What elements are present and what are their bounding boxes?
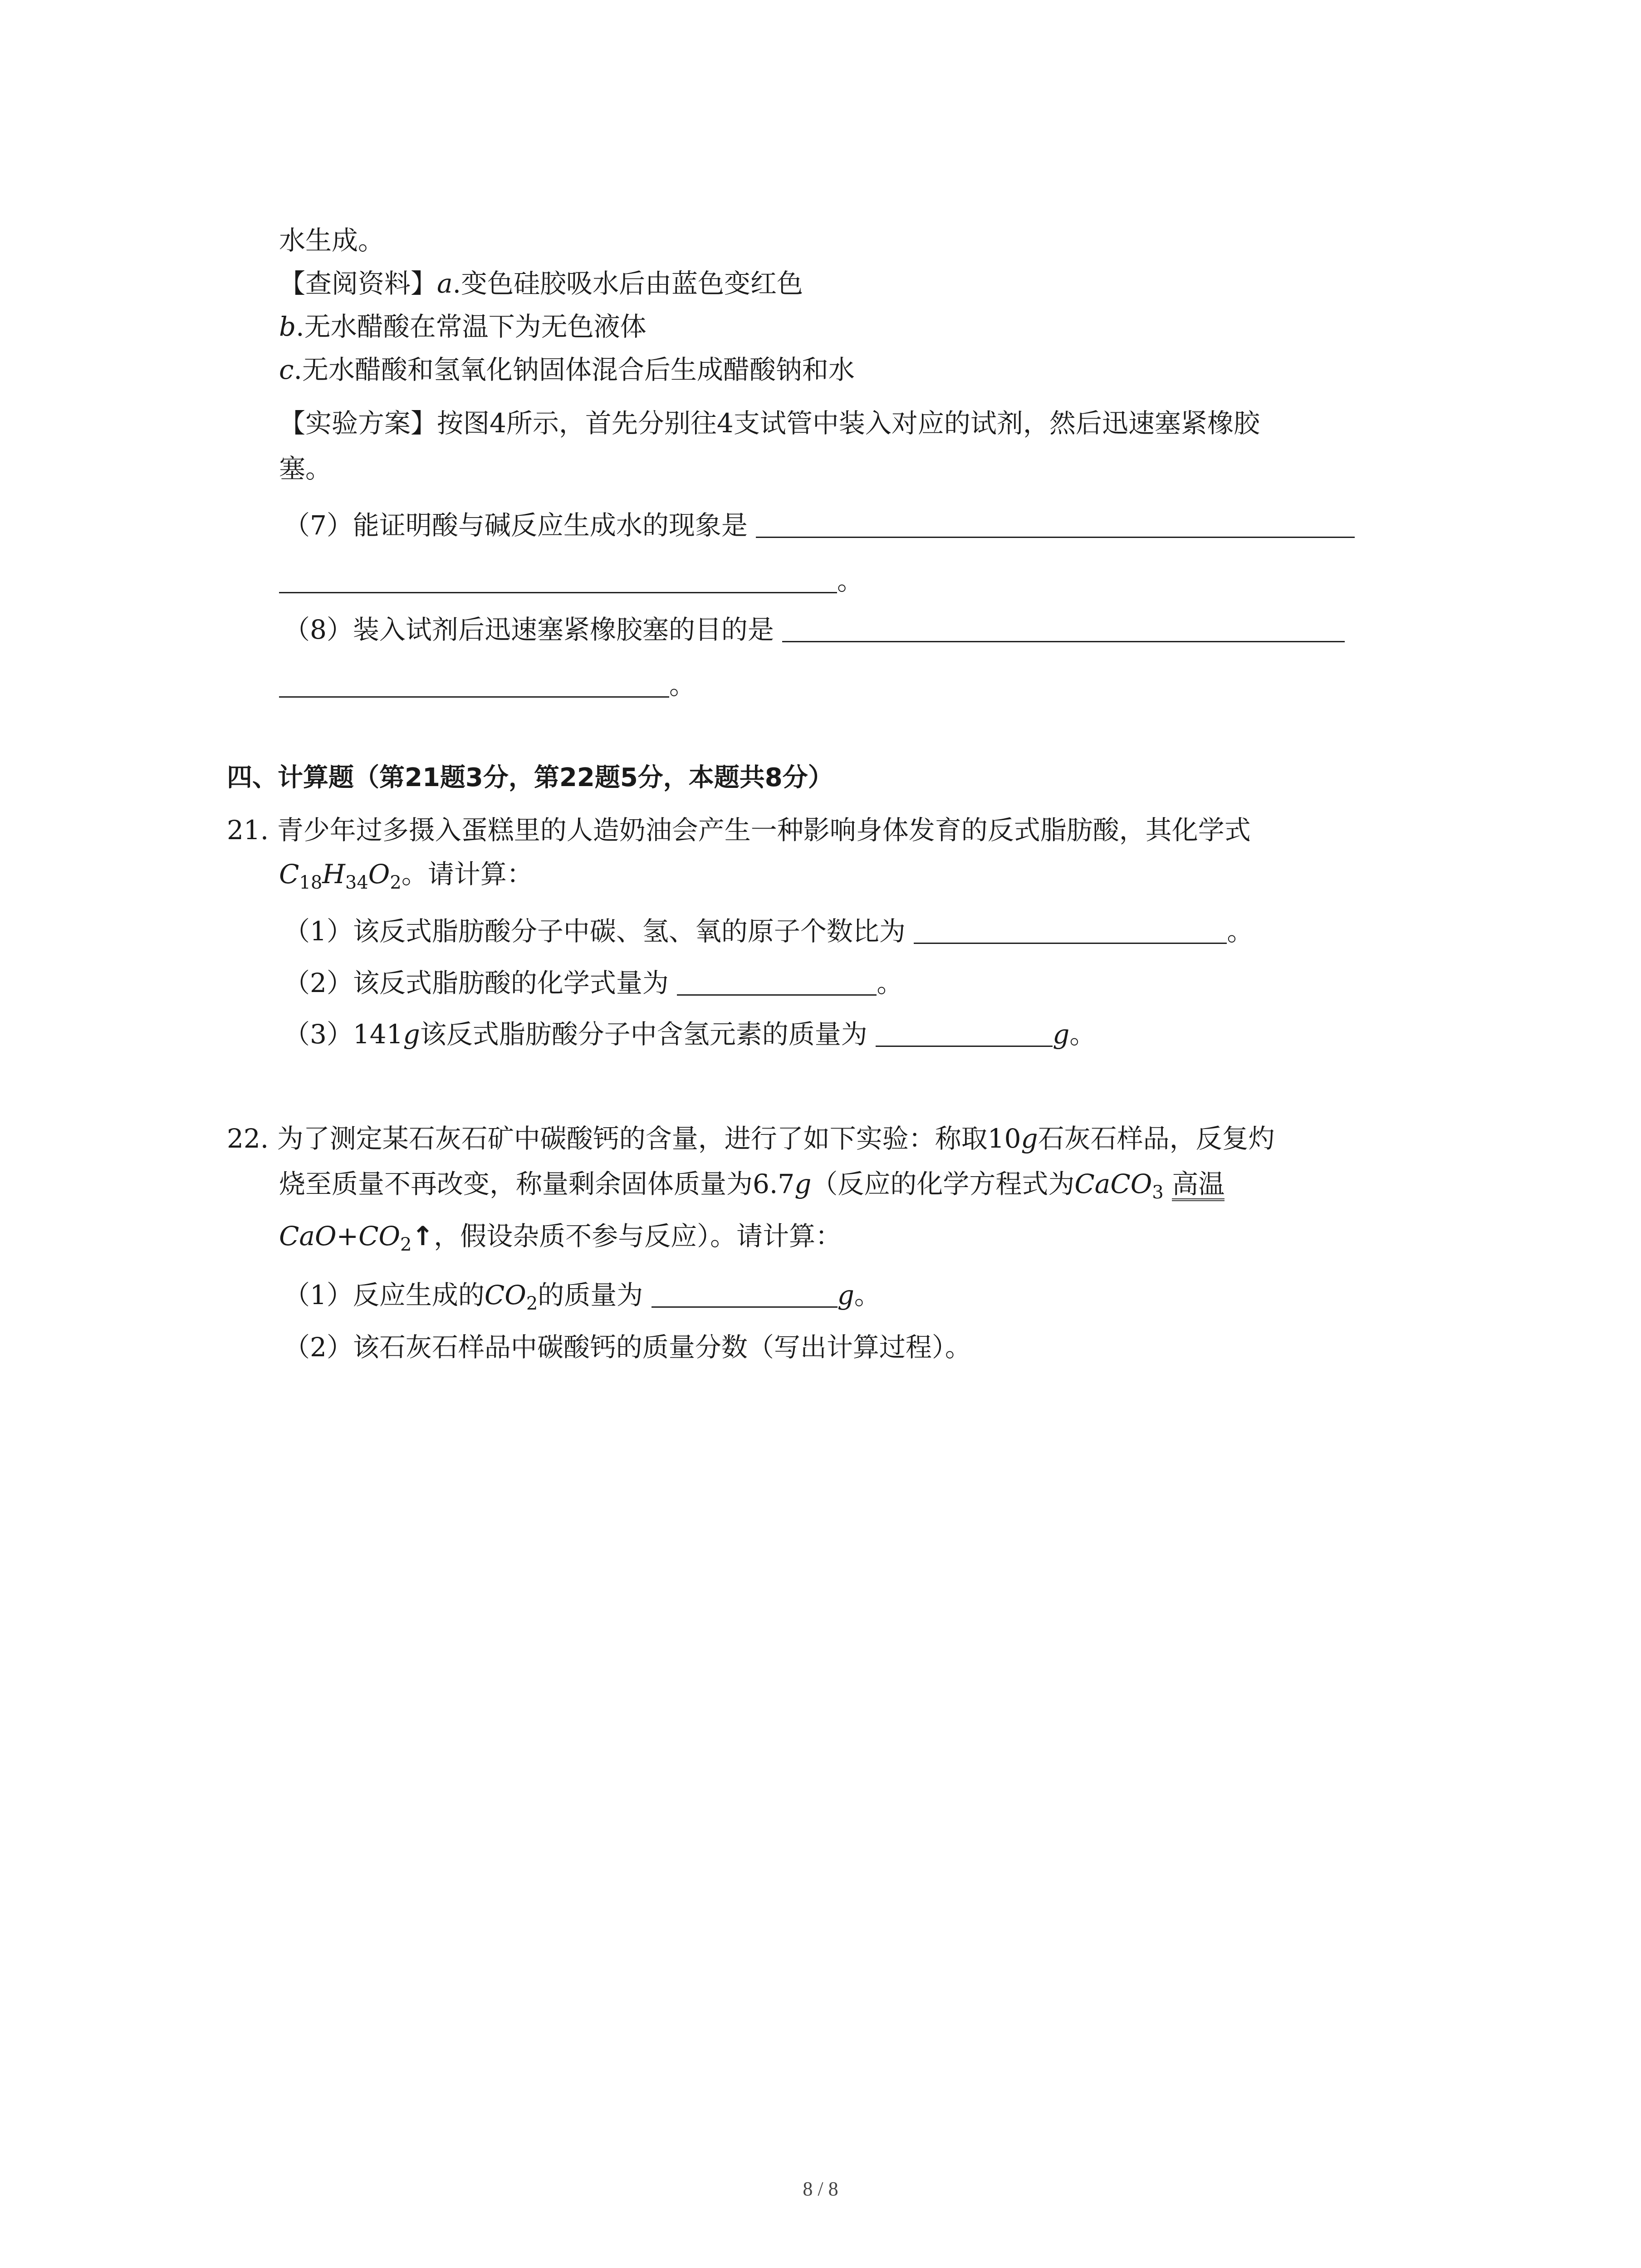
experiment-plan-cont: 塞。 (279, 453, 332, 484)
reaction-condition: 高温 (1172, 1169, 1225, 1201)
answer-blank-21-2[interactable] (677, 971, 877, 996)
question-8-cont: 。 (279, 667, 696, 703)
answer-blank-22-1[interactable] (652, 1283, 838, 1308)
page-number: 8 / 8 (803, 2178, 838, 2200)
question-22-line-3: $CaO+CO_2↑$，假设杂质不参与反应）。请计算： (279, 1221, 842, 1255)
intro-line: 水生成。 (279, 225, 385, 256)
section-heading: 四、计算题（第21题3分，第22题5分，本题共8分） (227, 763, 833, 792)
answer-blank-q8-b[interactable] (279, 673, 669, 698)
literature-a: 【查阅资料】a.变色硅胶吸水后由蓝色变红色 (279, 268, 803, 299)
question-22-line-2: 烧至质量不再改变，称量剩余固体质量为6.7g（反应的化学方程式为CaCO$_3$ 高温 (279, 1168, 1225, 1203)
gas-arrow-icon: ↑ (411, 1221, 434, 1251)
literature-c: c.无水醋酸和氢氧化钠固体混合后生成醋酸钠和水 (279, 354, 855, 385)
answer-blank-q7-a[interactable] (756, 513, 1355, 538)
literature-b: b.无水醋酸在常温下为无色液体 (279, 311, 647, 342)
question-7-cont: 。 (279, 562, 863, 599)
answer-blank-q7-b[interactable] (279, 568, 837, 593)
question-22: 22. 为了测定某石灰石矿中碳酸钙的含量，进行了如下实验：称取10g石灰石样品，反复灼 (227, 1123, 1275, 1154)
question-21-formula: $C_{18}H_{34}O_2$。请计算： (279, 859, 533, 893)
question-21-part-3: （3）141g该反式脂肪酸分子中含氢元素的质量为 g。 (284, 1019, 1096, 1050)
answer-blank-q8-a[interactable] (782, 617, 1345, 642)
question-21-part-2: （2）该反式脂肪酸的化学式量为 。 (284, 968, 903, 998)
question-7: （7）能证明酸与碱反应生成水的现象是 (284, 507, 1355, 543)
question-22-part-1: （1）反应生成的$CO_2$的质量为 g。 (284, 1280, 881, 1314)
question-21: 21. 青少年过多摄入蛋糕里的人造奶油会产生一种影响身体发育的反式脂肪酸，其化学式 (227, 815, 1251, 846)
answer-blank-21-1[interactable] (914, 919, 1227, 944)
experiment-plan: 【实验方案】按图4所示，首先分别往4支试管中装入对应的试剂，然后迅速塞紧橡胶 (279, 408, 1260, 439)
question-21-part-1: （1）该反式脂肪酸分子中碳、氢、氧的原子个数比为 。 (284, 916, 1254, 947)
answer-blank-21-3[interactable] (876, 1022, 1053, 1047)
question-8: （8）装入试剂后迅速塞紧橡胶塞的目的是 (284, 611, 1345, 648)
question-22-part-2: （2）该石灰石样品中碳酸钙的质量分数（写出计算过程）。 (284, 1332, 971, 1363)
